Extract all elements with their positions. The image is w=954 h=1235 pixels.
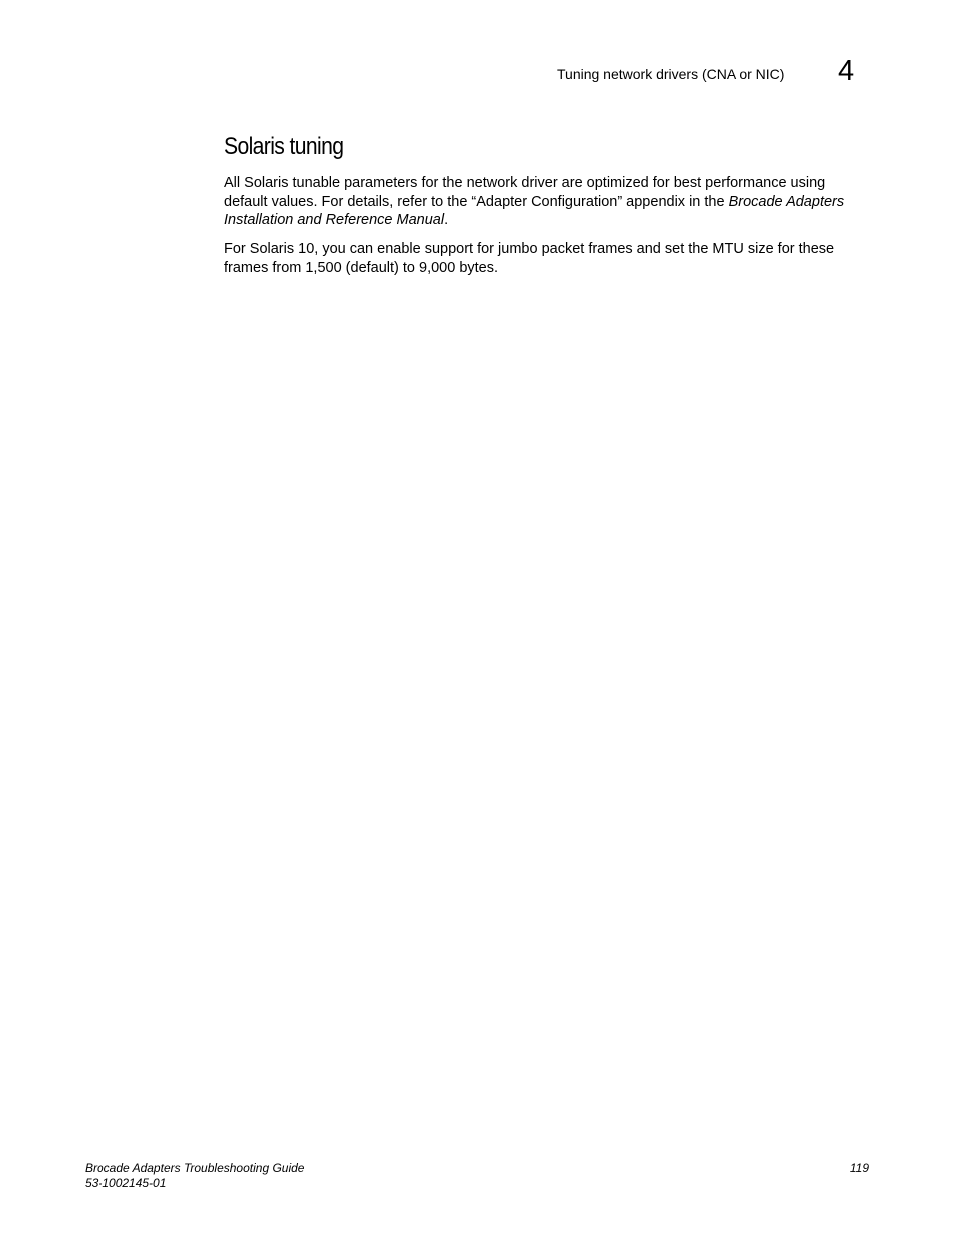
footer-doc-title: Brocade Adapters Troubleshooting Guide (85, 1161, 305, 1175)
running-header-title: Tuning network drivers (CNA or NIC) (557, 66, 785, 82)
body-paragraph-1 (224, 174, 869, 230)
footer-doc-number: 53-1002145-01 (85, 1176, 167, 1190)
paragraph-text: All Solaris tunable parameters for the network driver are optimized for best performance using default values. For details, refer to the “Adapter Configuration” appendix in the (224, 175, 826, 210)
manual-title-reference: Brocade Adapters Installation and Reference Manual (224, 193, 845, 228)
body-paragraph-2: For Solaris 10, you can enable support for jumbo packet frames and set the MTU size for these frames from 1,500 (default) to 9,000 bytes. (224, 241, 835, 276)
footer-document-info (85, 1161, 304, 1191)
page-number: 119 (849, 1161, 869, 1175)
chapter-number: 4 (838, 55, 855, 87)
section-heading: Solaris tuning (224, 133, 344, 160)
paragraph-text-end: . (444, 212, 449, 228)
